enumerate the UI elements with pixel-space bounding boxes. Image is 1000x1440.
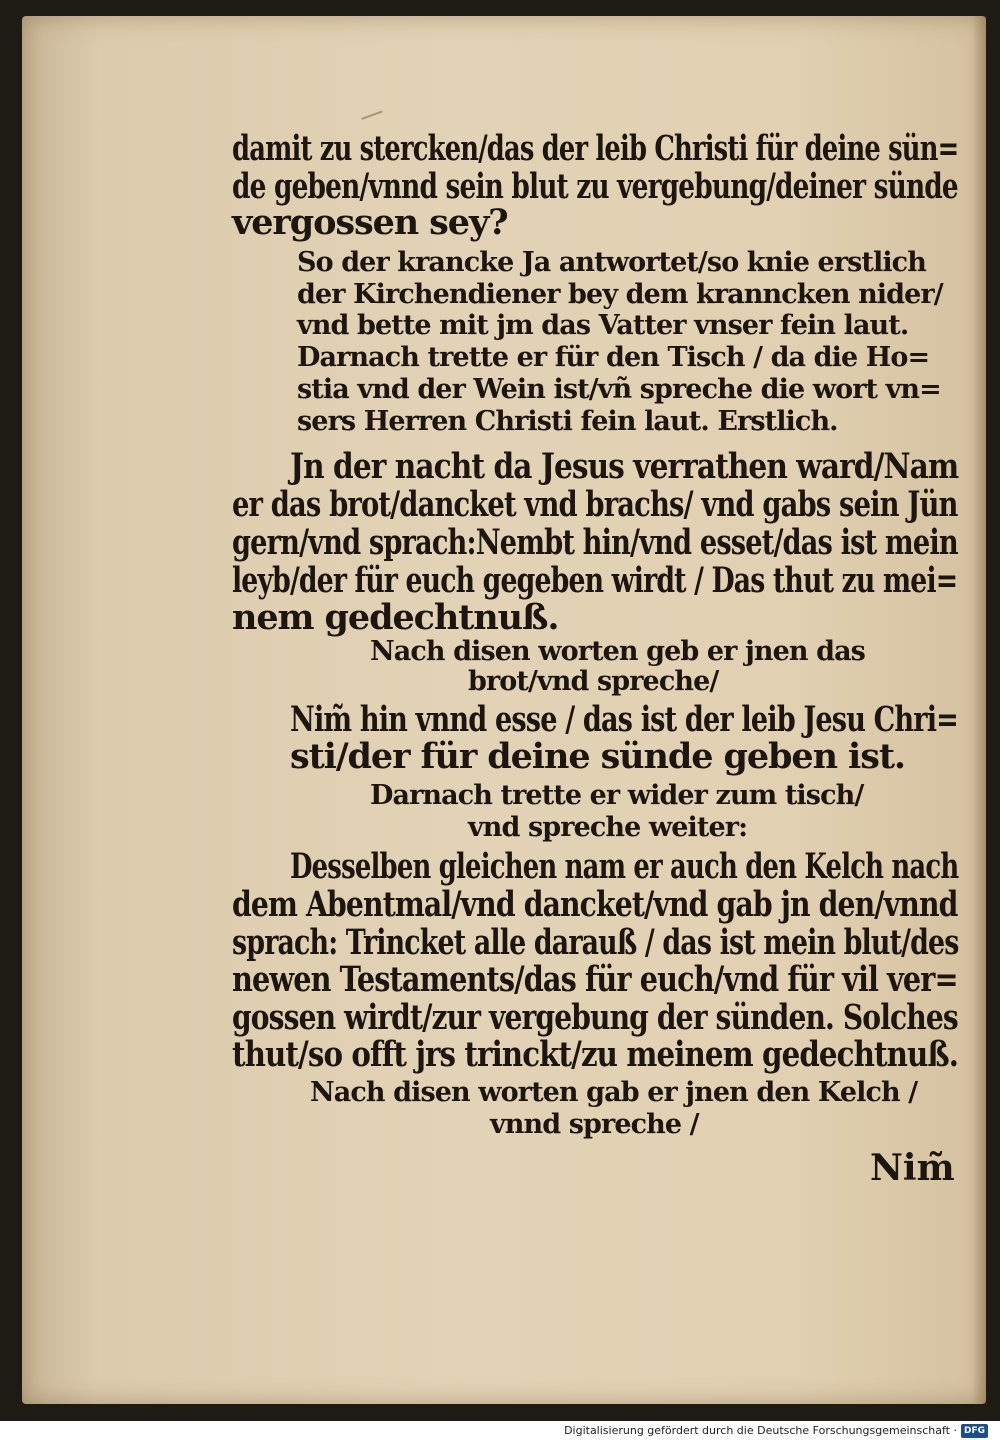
- text-line: gern/vnd sprach:Nembt hin/vnd esset/das ist mein: [232, 522, 958, 563]
- footer-bar: [0, 1421, 1000, 1440]
- ink-mark: [361, 110, 384, 125]
- rubric-line: vnnd spreche /: [490, 1109, 699, 1140]
- rubric-line: Darnach trette er wider zum tisch/: [370, 780, 864, 811]
- text-line: Desselben gleichen nam er auch den Kelch nach: [290, 846, 959, 887]
- rubric-line: Darnach trette er für den Tisch / da die Ho=: [297, 342, 930, 373]
- rubric-line: vnd bette mit jm das Vatter vnser fein laut.: [297, 310, 909, 341]
- text-line: er das brot/dancket vnd brachs/ vnd gabs sein Jün: [232, 484, 958, 525]
- dfg-logo-icon: DFG: [961, 1424, 988, 1438]
- text-line: Nim̃ hin vnnd esse / das ist der leib Jesu Chri=: [290, 699, 959, 740]
- text-line: de geben/vnnd sein blut zu vergebung/deiner sünde: [232, 166, 958, 207]
- footer-credit: Digitalisierung gefördert durch die Deutsche Forschungsgemeinschaft ·: [564, 1424, 957, 1437]
- text-line: Jn der nacht da Jesus verrathen ward/Nam: [290, 446, 959, 487]
- rubric-line: Nach disen worten geb er jnen das: [370, 636, 865, 667]
- text-line: vergossen sey?: [232, 202, 508, 243]
- rubric-line: der Kirchendiener bey dem kranncken nider/: [297, 279, 943, 310]
- text-line: nem gedechtnuß.: [232, 597, 559, 638]
- page-edge: [972, 16, 986, 1404]
- rubric-line: stia vnd der Wein ist/vñ spreche die wort vn=: [297, 374, 941, 405]
- text-line: damit zu stercken/das der leib Christi für deine sün=: [232, 128, 959, 169]
- rubric-line: brot/vnd spreche/: [468, 666, 719, 697]
- text-line: newen Testaments/das für euch/vnd für vil ver=: [232, 959, 958, 1000]
- rubric-line: So der krancke Ja antwortet/so knie erstlich: [297, 247, 926, 278]
- text-line: gossen wirdt/zur vergebung der sünden. Solches: [232, 997, 958, 1038]
- text-line: leyb/der für euch gegeben wirdt / Das thut zu mei=: [232, 560, 958, 601]
- text-line: sprach: Trincket alle darauß / das ist mein blut/des: [232, 922, 959, 963]
- rubric-line: vnd spreche weiter:: [468, 812, 748, 843]
- text-line: thut/so offt jrs trinckt/zu meinem gedechtnuß.: [232, 1034, 959, 1075]
- rubric-line: sers Herren Christi fein laut. Erstlich.: [297, 406, 838, 437]
- catchword: Nim̃: [870, 1147, 955, 1189]
- text-line: dem Abentmal/vnd dancket/vnd gab jn den/vnnd: [232, 884, 958, 925]
- text-line: sti/der für deine sünde geben ist.: [290, 736, 905, 777]
- rubric-line: Nach disen worten gab er jnen den Kelch /: [310, 1077, 918, 1108]
